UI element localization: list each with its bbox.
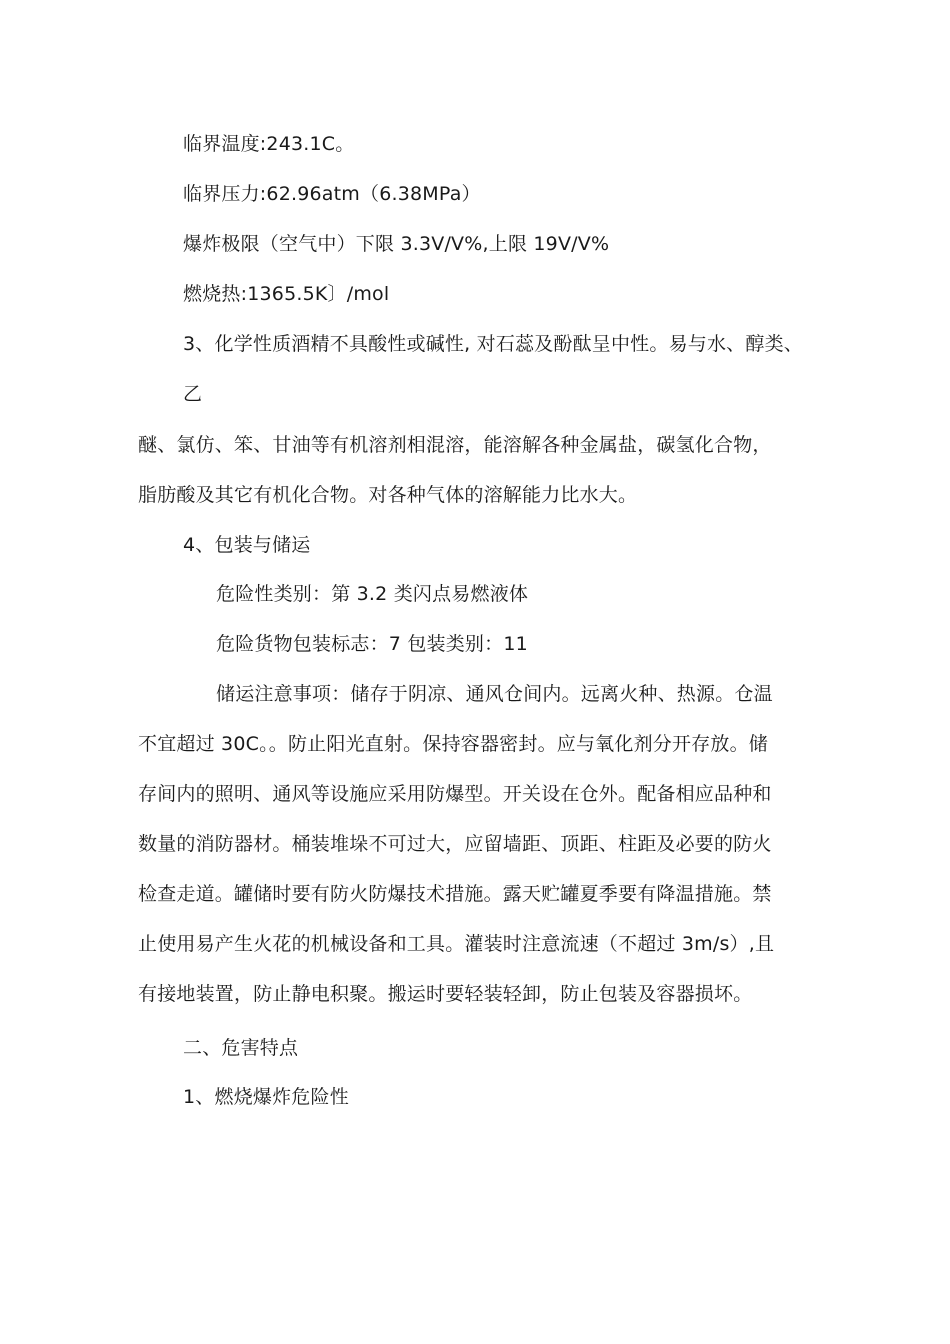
chemical-properties-line: 乙 <box>183 383 203 405</box>
critical-temperature: 临界温度:243.1C。 <box>183 133 355 155</box>
storage-line: 数量的消防器材。桶装堆垛不可过大，应留墙距、顶距、柱距及必要的防火 <box>138 833 772 855</box>
critical-pressure: 临界压力:62.96atm（6.38MPa） <box>183 183 481 205</box>
hazards-subheading: 1、燃烧爆炸危险性 <box>183 1086 349 1108</box>
package-mark: 危险货物包装标志：7 包装类别：11 <box>216 633 528 655</box>
packaging-heading: 4、包装与储运 <box>183 534 311 556</box>
explosion-limits: 爆炸极限（空气中）下限 3.3V/V%,上限 19V/V% <box>183 233 610 255</box>
chemical-properties-line: 脂肪酸及其它有机化合物。对各种气体的溶解能力比水大。 <box>138 484 638 506</box>
combustion-heat: 燃烧热:1365.5K〕/mol <box>183 283 390 305</box>
hazards-heading: 二、危害特点 <box>183 1037 299 1059</box>
storage-line: 存间内的照明、通风等设施应采用防爆型。开关设在仓外。配备相应品种和 <box>138 783 772 805</box>
chemical-properties-line: 3、化学性质酒精不具酸性或碱性, 对石蕊及酚酞呈中性。易与水、醇类、 <box>183 333 803 355</box>
chemical-properties-line: 醚、氯仿、笨、甘油等有机溶剂相混溶，能溶解各种金属盐，碳氢化合物， <box>138 434 772 456</box>
storage-line: 止使用易产生火花的机械设备和工具。灌装时注意流速（不超过 3m/s）,且 <box>138 933 775 955</box>
hazard-class: 危险性类别：第 3.2 类闪点易燃液体 <box>216 583 529 605</box>
storage-line: 有接地装置，防止静电积聚。搬运时要轻装轻卸，防止包装及容器损坏。 <box>138 983 753 1005</box>
storage-line: 检查走道。罐储时要有防火防爆技术措施。露天贮罐夏季要有降温措施。禁 <box>138 883 772 905</box>
storage-line: 不宜超过 30C。。防止阳光直射。保持容器密封。应与氧化剂分开存放。储 <box>138 733 768 755</box>
storage-line: 储运注意事项：储存于阴凉、通风仓间内。远离火种、热源。仓温 <box>216 683 773 705</box>
